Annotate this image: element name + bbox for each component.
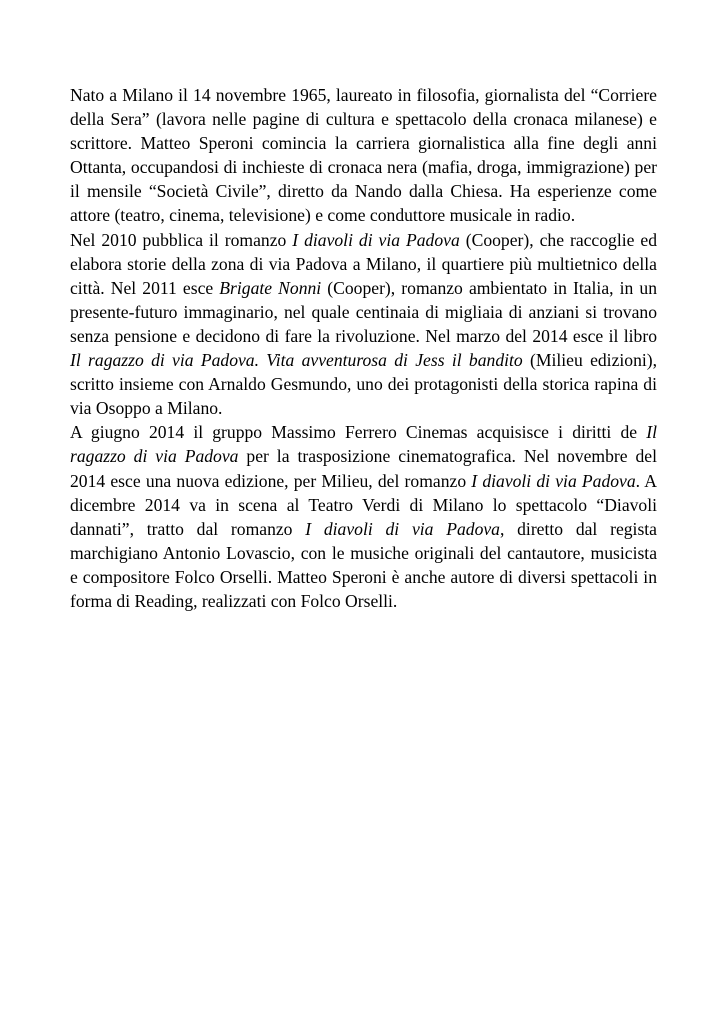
book-title-italic: Il ragazzo di via Padova. Vita avventurosa di Jess il bandito bbox=[70, 350, 523, 371]
text-run: per la trasposizione cinematografica. Nel novembre del 2014 esce una nuova edizione, per Milieu, del romanzo bbox=[70, 446, 657, 491]
text-run: (Milieu edizioni), scritto insieme con Arnaldo Gesmundo, uno dei protagonisti della storica rapina di via Osoppo a Milano. bbox=[70, 350, 658, 419]
book-title-italic: Brigate Nonni bbox=[219, 277, 322, 298]
text-run: Nel 2010 pubblica il romanzo bbox=[70, 229, 293, 250]
book-title-italic: I diavoli di via Padova bbox=[292, 229, 460, 250]
text-run: A giugno 2014 il gruppo Massimo Ferrero Cinemas acquisisce i diritti de bbox=[70, 422, 647, 443]
book-title-italic: Il ragazzo di via Padova bbox=[70, 422, 657, 467]
book-title-italic: I diavoli di via Padova bbox=[305, 518, 500, 539]
paragraph bbox=[70, 83, 657, 228]
text-run: (Cooper), che raccoglie ed elabora storie della zona di via Padova a Milano, il quartiere più multietnico della città. Nel 2011 esce bbox=[70, 229, 657, 298]
book-title-italic: I diavoli di via Padova bbox=[471, 470, 636, 491]
text-run: , diretto dal regista marchigiano Antonio Lovascio, con le musiche originali del cantautore, musicista e compositore Folco Orselli. Matteo Speroni è anche autore di diversi spettacoli in forma di Reading, realizzati con Folco Orselli. bbox=[70, 518, 657, 611]
text-run: . A dicembre 2014 va in scena al Teatro Verdi di Milano lo spettacolo “Diavoli dannati”, tratto dal romanzo bbox=[70, 470, 657, 539]
paragraph bbox=[70, 228, 657, 421]
text-run: (Cooper), romanzo ambientato in Italia, in un presente-futuro immaginario, nel quale centinaia di migliaia di anziani si trovano senza pensione e decidono di fare la rivoluzione. Nel marzo del 2014 esce il libro bbox=[70, 277, 658, 346]
text-run: Nato a Milano il 14 novembre 1965, laureato in filosofia, giornalista del “Corriere della Sera” (lavora nelle pagine di cultura e spettacolo della cronaca milanese) e scrittore. Matteo Speroni comincia la carriera giornalistica alla fine degli anni Ottanta, occupandosi di inchieste di cronaca nera (mafia, droga, immigrazione) per il mensile “Società Civile”, diretto da Nando dalla Chiesa. Ha esperienze come attore (teatro, cinema, televisione) e come conduttore musicale in radio. bbox=[70, 85, 657, 226]
paragraph bbox=[70, 420, 657, 613]
document-body bbox=[70, 83, 657, 613]
